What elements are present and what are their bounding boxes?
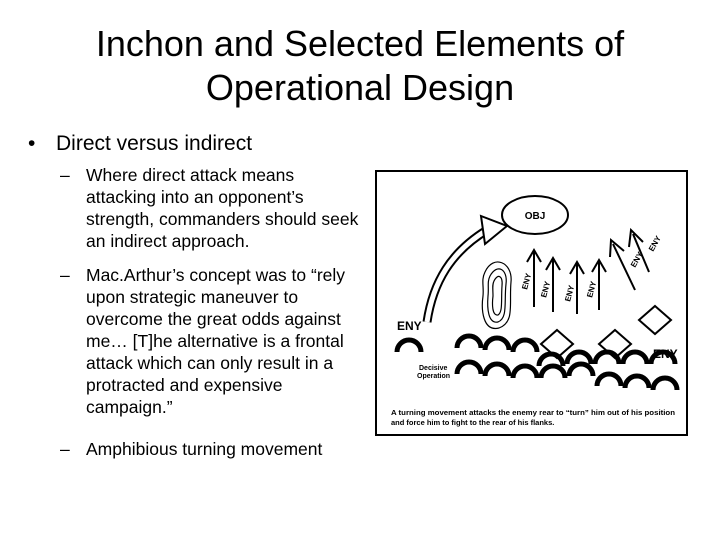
diagram-svg	[377, 172, 686, 434]
enemy-arrow-label: ENY	[646, 234, 663, 253]
title-line-2: Operational Design	[205, 67, 515, 108]
decisive-arrow	[427, 230, 487, 322]
sub-bullet-text: Amphibious turning movement	[86, 439, 323, 459]
dash-icon: –	[60, 265, 70, 285]
enemy-arrow-label: ENY	[628, 250, 645, 269]
obj-label: OBJ	[524, 211, 546, 222]
dash-icon: –	[60, 165, 70, 185]
sub-bullet-text: Mac.Arthur’s concept was to “rely upon strategic maneuver to overcome the great odds against me… [T]he alternative is a frontal attack which can only result in a protracted and expensive campaign.”	[86, 265, 346, 417]
enemy-position-arcs	[397, 336, 677, 390]
decisive-label-2: Operation	[417, 373, 451, 380]
sub-bullet-text: Where direct attack means attacking into an opponent’s strength, commanders should seek an indirect approach.	[86, 165, 359, 251]
title-line-1: Inchon and Selected Elements of	[95, 23, 625, 64]
terrain-contour-icon	[482, 262, 511, 329]
caption-line-2: and force him to fight to the rear of his flanks.	[391, 418, 555, 427]
enemy-arrow-label: ENY	[585, 280, 599, 299]
enemy-arrows	[520, 230, 663, 314]
eny-left-label: ENY	[397, 319, 422, 333]
bullet-text: Direct versus indirect	[56, 132, 253, 155]
enemy-arrow-label: ENY	[539, 280, 553, 299]
dash-icon: –	[60, 439, 70, 459]
turning-movement-diagram	[375, 170, 688, 436]
decisive-arrow-inner	[427, 230, 487, 322]
bullet-dot-icon: •	[28, 132, 36, 155]
slide-title	[40, 22, 680, 110]
enemy-arrow-label: ENY	[520, 272, 534, 291]
caption-line-1: A turning movement attacks the enemy rear to “turn” him out of his position	[391, 408, 676, 417]
eny-right-label: ENY	[653, 347, 678, 361]
unit-diamond-icon	[639, 306, 671, 334]
decisive-label-1: Decisive	[419, 365, 448, 372]
enemy-arrow-label: ENY	[563, 284, 577, 303]
